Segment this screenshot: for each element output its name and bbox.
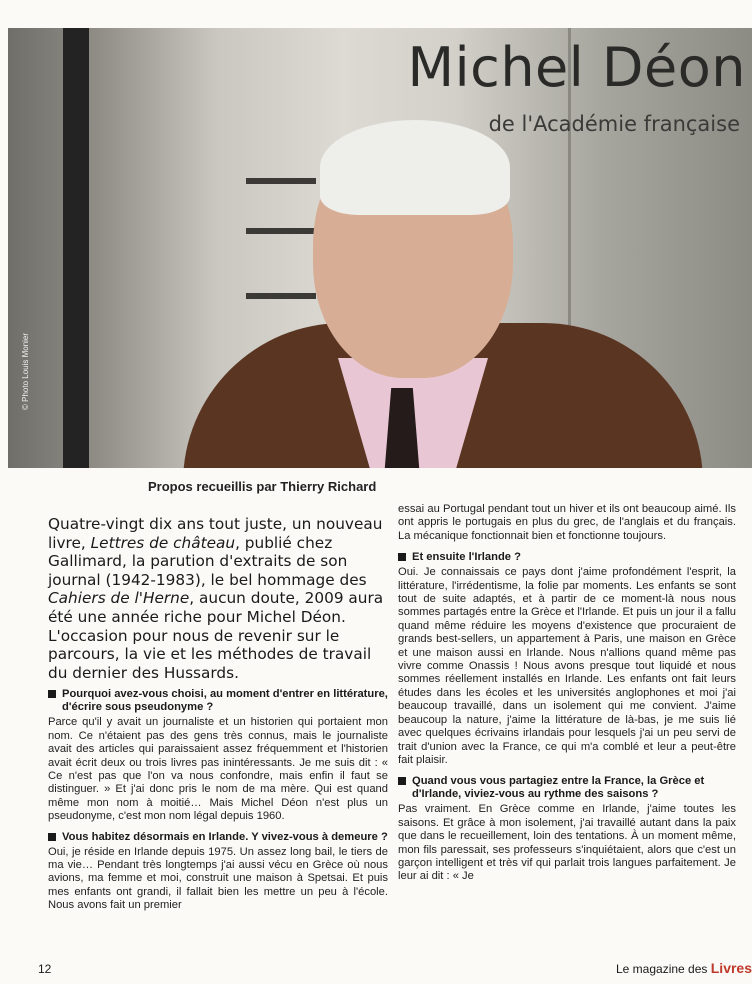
photo-credit: © Photo Louis Monier [21, 332, 30, 410]
article-subtitle: de l'Académie française [488, 112, 740, 136]
chapeau-book-title: Lettres de château [90, 533, 236, 552]
photo-hair [320, 120, 510, 215]
photo-shutter-slat [246, 293, 316, 299]
column-left [48, 515, 388, 920]
photo-pillar [63, 28, 89, 468]
magazine-brand: Livres [710, 960, 752, 976]
question-1: Pourquoi avez-vous choisi, au moment d'entrer en littérature, d'écrire sous pseudonyme ? [48, 688, 388, 714]
magazine-footer [616, 960, 752, 976]
magazine-prefix: Le magazine des [616, 962, 708, 976]
byline: Propos recueillis par Thierry Richard [148, 479, 377, 494]
chapeau-text-3: , aucun doute, 2009 aura été une année riche pour Michel Déon. L'occasion pour nous de revenir sur le parcours, la vie et les méthodes de travail du dernier des Hussards. [48, 589, 384, 682]
chapeau [48, 515, 388, 682]
question-2: Vous habitez désormais en Irlande. Y vivez-vous à demeure ? [48, 831, 388, 844]
question-4: Quand vous vous partagiez entre la France, la Grèce et d'Irlande, viviez-vous au rythme des saisons ? [398, 775, 736, 801]
photo-shutter-slat [246, 228, 316, 234]
answer-1: Parce qu'il y avait un journaliste et un historien qui portaient mon nom. Ce n'étaient pas des gens très connus, mais le journaliste avait des articles qui paraissaient assez fréquemment et l'historien avait écrit deux ou trois livres pas inintéressants. Je me suis dit : « Ce n'est pas que l'on va nous confondre, mais enfin il faut se distinguer. » Et j'ai donc pris le nom de ma mère. Qui est quand même mon nom à moitié… Mais Michel Déon n'est plus un pseudonyme, c'est mon nom légal depuis 1960. [48, 716, 388, 823]
chapeau-text-1: Quatre-vingt dix ans tout juste, un nouveau livre, [48, 515, 383, 552]
answer-2: Oui, je réside en Irlande depuis 1975. Un assez long bail, le tiers de ma vie… Pendant très longtemps j'ai aussi vécu en Grèce où nous avions, ma femme et moi, construit une maison à Spetsai. Et puis mes enfants ont grandi, il fallait bien les mettre un peu à l'école. Nous avons fait un premier [48, 845, 388, 912]
answer-4: Pas vraiment. En Grèce comme en Irlande, j'aime toutes les saisons. Et grâce à mon isolement, j'ai travaillé autant dans la paix que dans le recueillement, loin des tentations. À un moment même, mon fils paressait, ses professeurs s'inquiétaient, alors que c'est un garçon intelligent et très vif qui parlait trois langues parfaitement. Je leur ai dit : « Je [398, 803, 736, 883]
photo-shutter-slat [246, 178, 316, 184]
answer-3: Oui. Je connaissais ce pays dont j'aime profondément l'esprit, la littérature, l'irrédentisme, la folie par moments. Les enfants se sont tout de suite adaptés, et à partir de ce moment-là nous nous sommes partagés entre la Grèce et l'Irlande. Et puis un jour il a fallu quand même réduire les moyens d'existence que procuraient de grands best-sellers, un appartement à Paris, une maison en Grèce et une maison aussi en Irlande. Nous n'allions quand même pas vivre comme Onassis ! Nous avons presque tout liquidé et nous sommes réellement installés en Irlande. Les enfants ont fait leurs études dans les écoles et les universités anglophones et moi j'ai beaucoup travaillé, dans un isolement qui me convient. J'aime beaucoup la nature, j'aime la littérature de là-bas, je me suis lié avec quelques écrivains irlandais pour lesquels j'ai un peu servi de trait d'union avec la France, ce qui m'a comblé et leur a peut-être fait plaisir. [398, 566, 736, 766]
answer-2-continued: essai au Portugal pendant tout un hiver et ils ont beaucoup aimé. Ils ont appris le portugais en plus du grec, de l'anglais et du français. La mécanique fonctionnait bien et fonctionne toujours. [398, 503, 736, 542]
chapeau-publication-title: Cahiers de l'Herne [48, 589, 190, 608]
article-title: Michel Déon [407, 36, 746, 99]
column-right [398, 503, 736, 891]
chapeau-text-2: , publié chez Gallimard, la parution d'extraits de son journal (1942-1983), le bel hommage des [48, 533, 367, 589]
page-number: 12 [38, 962, 52, 976]
question-3: Et ensuite l'Irlande ? [398, 551, 736, 564]
